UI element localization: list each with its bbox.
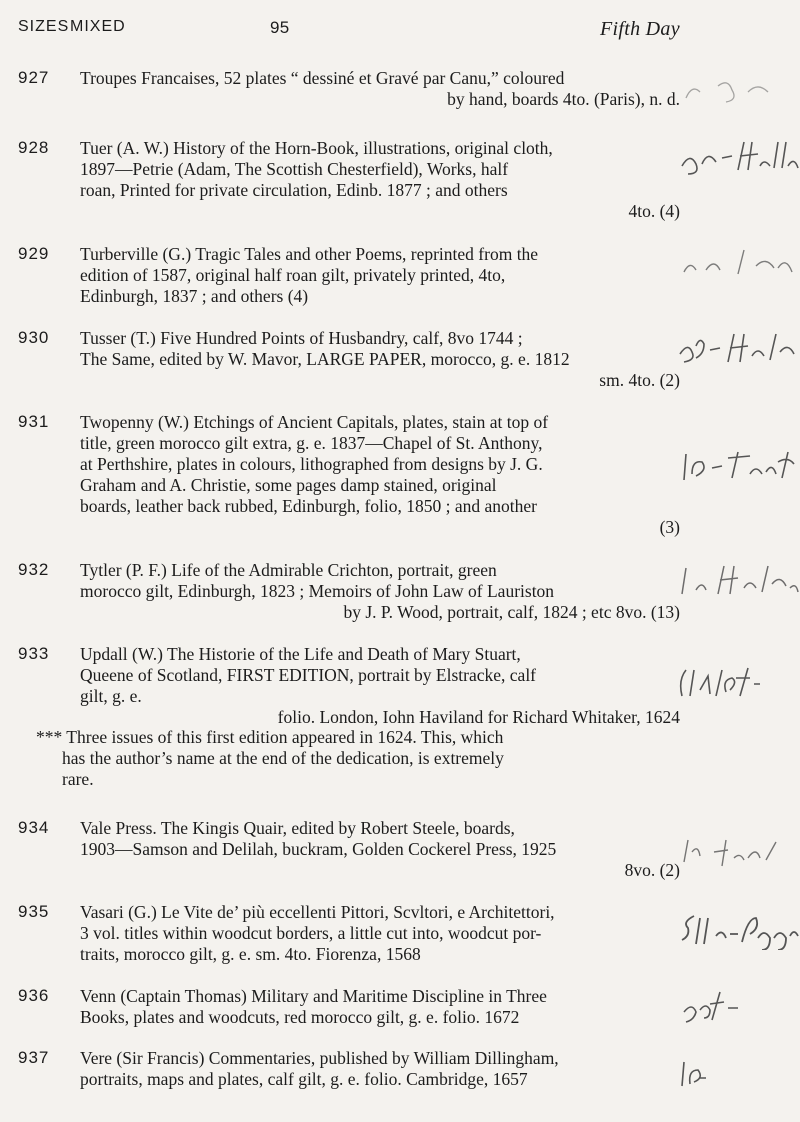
lot-line: at Perthshire, plates in colours, lithographed from designs by J. G. bbox=[80, 454, 543, 474]
lot-line: morocco gilt, Edinburgh, 1823 ; Memoirs of John Law of Lauriston bbox=[80, 581, 555, 601]
lot-line: folio. London, Iohn Haviland for Richard Whitaker, 1624 bbox=[277, 707, 680, 727]
lot-number: 937 bbox=[18, 1048, 50, 1067]
lot-line: Vasari (G.) Le Vite de’ più eccellenti Pittori, Scvltori, e Architettori, bbox=[80, 902, 555, 922]
handwritten-price-annotation bbox=[678, 910, 800, 950]
footnote-line: *** Three issues of this first edition appeared in 1624. This, which bbox=[36, 727, 504, 747]
footnote-line: rare. bbox=[62, 769, 94, 789]
header-day: Fifth Day bbox=[600, 18, 680, 40]
lot-line: 4to. (4) bbox=[628, 201, 680, 221]
lot-line: Tytler (P. F.) Life of the Admirable Crichton, portrait, green bbox=[80, 560, 497, 580]
handwritten-price-annotation bbox=[678, 446, 800, 486]
lot-line: roan, Printed for private circulation, Edinb. 1877 ; and others bbox=[80, 180, 508, 200]
lot-description bbox=[80, 560, 680, 623]
lot-line: Troupes Francaises, 52 plates “ dessiné et Gravé par Canu,” coloured bbox=[80, 68, 565, 88]
handwritten-price-annotation bbox=[678, 138, 800, 178]
handwritten-price-annotation bbox=[678, 1054, 800, 1094]
lot-footnote bbox=[36, 727, 676, 790]
footnote-line: has the author’s name at the end of the dedication, is extremely bbox=[62, 748, 504, 768]
lot-line: boards, leather back rubbed, Edinburgh, folio, 1850 ; and another bbox=[80, 496, 537, 516]
lot-line: by hand, boards 4to. (Paris), n. d. bbox=[447, 89, 680, 109]
lot-description bbox=[80, 244, 680, 307]
lot-description bbox=[80, 986, 680, 1028]
lot-line: 8vo. (2) bbox=[624, 860, 680, 880]
lot-line: (3) bbox=[659, 517, 680, 537]
lot-number: 927 bbox=[18, 68, 50, 87]
lot-number: 930 bbox=[18, 328, 50, 347]
lot-description bbox=[80, 68, 680, 110]
lot-line: 3 vol. titles within woodcut borders, a little cut into, woodcut por- bbox=[80, 923, 542, 943]
lot-line: Vere (Sir Francis) Commentaries, published by William Dillingham, bbox=[80, 1048, 559, 1068]
page-header bbox=[18, 18, 738, 48]
handwritten-price-annotation bbox=[678, 662, 800, 702]
lot-line: traits, morocco gilt, g. e. sm. 4to. Fiorenza, 1568 bbox=[80, 944, 421, 964]
handwritten-price-annotation bbox=[678, 68, 800, 108]
page-number: 95 bbox=[270, 18, 290, 37]
lot-description bbox=[80, 412, 680, 538]
lot-description bbox=[80, 902, 680, 965]
lot-line: title, green morocco gilt extra, g. e. 1837—Chapel of St. Anthony, bbox=[80, 433, 543, 453]
lot-line: Twopenny (W.) Etchings of Ancient Capitals, plates, stain at top of bbox=[80, 412, 549, 432]
lot-line: The Same, edited by W. Mavor, LARGE PAPER, morocco, g. e. 1812 bbox=[80, 349, 570, 369]
lot-line: 1897—Petrie (Adam, The Scottish Chesterfield), Works, half bbox=[80, 159, 509, 179]
lot-line: Tuer (A. W.) History of the Horn-Book, illustrations, original cloth, bbox=[80, 138, 553, 158]
lot-number: 933 bbox=[18, 644, 50, 663]
lot-description bbox=[80, 138, 680, 222]
lot-number: 936 bbox=[18, 986, 50, 1005]
handwritten-price-annotation bbox=[678, 244, 800, 284]
lot-line: Queene of Scotland, FIRST EDITION, portrait by Elstracke, calf bbox=[80, 665, 537, 685]
lot-line: Tusser (T.) Five Hundred Points of Husbandry, calf, 8vo 1744 ; bbox=[80, 328, 523, 348]
lot-description bbox=[80, 818, 680, 881]
lot-number: 929 bbox=[18, 244, 50, 263]
lot-line: by J. P. Wood, portrait, calf, 1824 ; etc 8vo. (13) bbox=[343, 602, 680, 622]
lot-number: 931 bbox=[18, 412, 50, 431]
header-mixed: MIXED bbox=[70, 18, 126, 35]
lot-line: Updall (W.) The Historie of the Life and Death of Mary Stuart, bbox=[80, 644, 521, 664]
header-sizes: SIZES bbox=[18, 18, 70, 35]
lot-description bbox=[80, 328, 680, 391]
lot-line: Vale Press. The Kingis Quair, edited by Robert Steele, boards, bbox=[80, 818, 515, 838]
lot-line: 1903—Samson and Delilah, buckram, Golden Cockerel Press, 1925 bbox=[80, 839, 557, 859]
lot-line: sm. 4to. (2) bbox=[599, 370, 680, 390]
lot-line: Books, plates and woodcuts, red morocco gilt, g. e. folio. 1672 bbox=[80, 1007, 520, 1027]
handwritten-price-annotation bbox=[678, 560, 800, 600]
lot-number: 935 bbox=[18, 902, 50, 921]
lot-line: Venn (Captain Thomas) Military and Maritime Discipline in Three bbox=[80, 986, 547, 1006]
lot-line: Graham and A. Christie, some pages damp stained, original bbox=[80, 475, 497, 495]
lot-number: 934 bbox=[18, 818, 50, 837]
lot-description bbox=[80, 644, 680, 728]
lot-number: 928 bbox=[18, 138, 50, 157]
lot-description bbox=[80, 1048, 680, 1090]
lot-line: portraits, maps and plates, calf gilt, g. e. folio. Cambridge, 1657 bbox=[80, 1069, 528, 1089]
lot-line: edition of 1587, original half roan gilt, privately printed, 4to, bbox=[80, 265, 506, 285]
lot-line: Turberville (G.) Tragic Tales and other Poems, reprinted from the bbox=[80, 244, 539, 264]
handwritten-price-annotation bbox=[678, 832, 800, 872]
lot-number: 932 bbox=[18, 560, 50, 579]
lot-line: Edinburgh, 1837 ; and others (4) bbox=[80, 286, 309, 306]
lot-line: gilt, g. e. bbox=[80, 686, 142, 706]
handwritten-price-annotation bbox=[678, 328, 800, 368]
handwritten-price-annotation bbox=[678, 986, 800, 1026]
